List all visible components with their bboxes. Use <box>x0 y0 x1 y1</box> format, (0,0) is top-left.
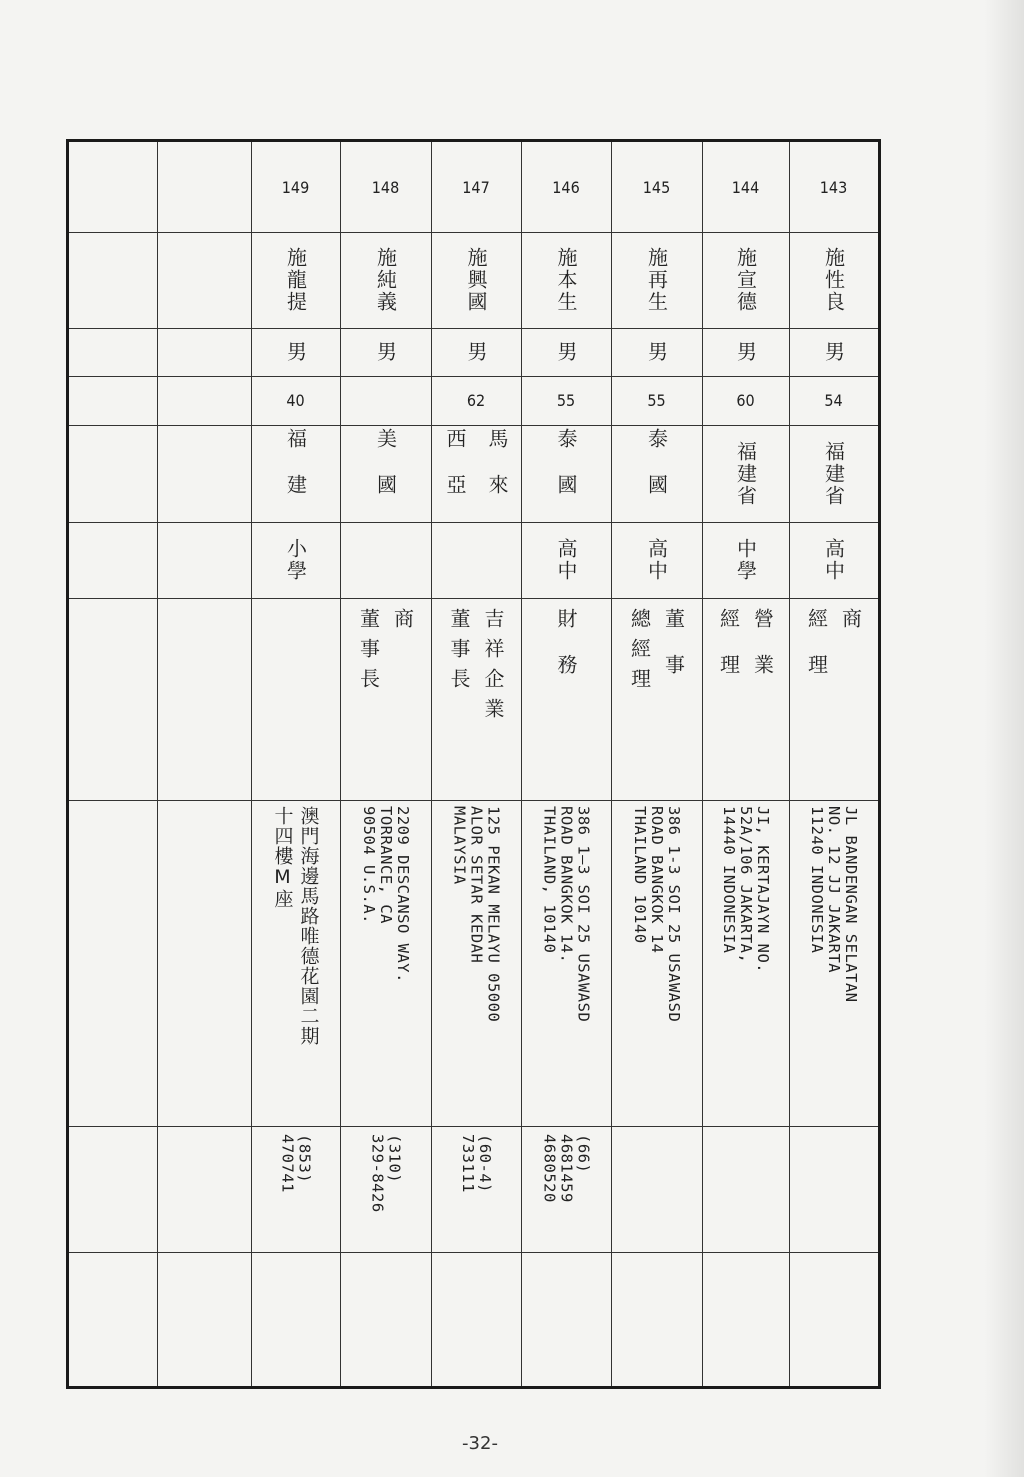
phone-cell <box>431 1126 521 1252</box>
origin-cell <box>340 425 431 522</box>
occupation-cell <box>431 598 521 800</box>
member-name: 施再生 <box>644 247 669 313</box>
address-line: 2209 DESCANSO WAY. <box>394 806 412 983</box>
name-cell <box>521 232 611 328</box>
record-number: 143 <box>819 177 848 197</box>
address-text <box>808 806 859 1003</box>
age-cell <box>611 376 702 425</box>
record-number: 149 <box>281 177 310 197</box>
occupation-cell <box>251 598 340 800</box>
gender: 男 <box>283 341 308 363</box>
address-text <box>360 806 411 983</box>
address-line: 386 1-3 SOI 25 USAWASD <box>665 806 683 1023</box>
address-line: NO. 12 JJ JAKARTA <box>825 806 843 974</box>
origin-text: 福建省 <box>733 440 758 507</box>
address-line: 澳門海邊馬路唯德花園二期 <box>297 806 320 1046</box>
address-cell <box>789 800 878 1126</box>
education: 高中 <box>821 538 846 582</box>
record-number: 145 <box>642 177 671 197</box>
address-line: 90504 U.S.A. <box>360 806 378 924</box>
record-number-cell <box>702 142 789 232</box>
name-cell <box>431 232 521 328</box>
address-line: JL BANDENGAN SELATAN <box>842 806 860 1003</box>
gender-cell <box>521 328 611 376</box>
member-name: 施性良 <box>821 247 846 313</box>
gender-cell <box>251 328 340 376</box>
address-line: JI, KERTAJAYN NO. <box>754 806 772 974</box>
occupation-text: 商 <box>838 608 863 638</box>
name-cell <box>702 232 789 328</box>
occupation-cell <box>340 598 431 800</box>
gender: 男 <box>464 341 488 363</box>
education-cell <box>340 522 431 598</box>
phone-line: 329-8426 <box>368 1134 387 1213</box>
phone-cell <box>702 1126 789 1252</box>
gender-cell <box>702 328 789 376</box>
education-cell <box>431 522 521 598</box>
phone-line: 4680520 <box>540 1134 559 1203</box>
address-line: 11240 INDONESIA <box>808 806 826 954</box>
age: 55 <box>647 391 666 410</box>
origin-cell <box>431 425 521 522</box>
age-cell <box>702 376 789 425</box>
education-cell <box>611 522 702 598</box>
address-text <box>720 806 771 973</box>
gender: 男 <box>644 341 669 363</box>
age: 55 <box>556 391 576 410</box>
origin-text: 泰國 <box>644 427 669 520</box>
name-cell <box>251 232 340 328</box>
address-line: 十四樓M座 <box>271 806 294 909</box>
phone-text <box>459 1134 493 1193</box>
address-text <box>541 806 592 1022</box>
occupation-text: 經理 <box>716 608 741 700</box>
address-cell <box>431 800 521 1126</box>
age-cell <box>521 376 611 425</box>
page-edge-shadow <box>984 0 1024 1477</box>
phone-cell <box>789 1126 878 1252</box>
origin-text: 馬來 <box>485 427 509 520</box>
education-cell <box>789 522 878 598</box>
origin-text: 西亞 <box>443 427 467 520</box>
age-cell <box>251 376 340 425</box>
record-number: 146 <box>552 177 580 197</box>
gender: 男 <box>554 341 578 363</box>
age: 54 <box>824 391 843 410</box>
occupation-text: 吉祥企業 <box>481 608 505 728</box>
address-cell <box>702 800 789 1126</box>
education-cell <box>521 522 611 598</box>
occupation-text: 經理 <box>804 608 829 700</box>
member-name: 施興國 <box>464 247 488 313</box>
occupation-cell <box>789 598 878 800</box>
record-number: 144 <box>731 177 760 197</box>
address-cell <box>611 800 702 1126</box>
record-number-cell <box>611 142 702 232</box>
origin-text: 泰國 <box>554 427 578 520</box>
education: 高中 <box>644 538 669 582</box>
name-cell <box>340 232 431 328</box>
address-line: 386 1—3 SOI 25 USAWASD <box>574 806 593 1023</box>
address-line: ROAD BANGKOK 14. <box>557 806 576 964</box>
address-text <box>451 806 502 1022</box>
origin-cell <box>251 425 340 522</box>
phone-line: 470741 <box>278 1134 297 1193</box>
phone-cell <box>611 1126 702 1252</box>
education-cell <box>251 522 340 598</box>
address-line: ALOR SETAR KEDAH <box>467 806 486 964</box>
address-line: MALAYSIA <box>450 806 469 885</box>
address-line: 52A/106 JAKARTA, <box>737 806 755 964</box>
address-line: 125 PEKAN MELAYU 05000 <box>484 806 503 1023</box>
record-number-cell <box>521 142 611 232</box>
origin-text: 福建省 <box>821 440 846 507</box>
education-cell <box>702 522 789 598</box>
record-number-cell <box>431 142 521 232</box>
occupation-cell <box>611 598 702 800</box>
occupation-text: 董事長 <box>447 608 471 698</box>
address-text <box>270 806 322 1046</box>
occupation-text: 董事 <box>661 608 686 700</box>
gender-cell <box>789 328 878 376</box>
occupation-text: 營業 <box>750 608 775 700</box>
name-cell <box>611 232 702 328</box>
origin-cell <box>789 425 878 522</box>
age: 62 <box>466 391 486 410</box>
gender: 男 <box>733 341 758 363</box>
occupation-cell <box>521 598 611 800</box>
member-register-table <box>66 139 881 1389</box>
gender-cell <box>431 328 521 376</box>
address-cell <box>340 800 431 1126</box>
phone-line: (66) <box>574 1134 593 1174</box>
occupation-text: 商 <box>390 608 415 638</box>
gender-cell <box>340 328 431 376</box>
origin-cell <box>702 425 789 522</box>
phone-line: (310) <box>385 1134 404 1184</box>
record-number: 148 <box>371 177 400 197</box>
address-line: THAILAND 10140 <box>631 806 649 944</box>
address-line: THAILAND, 10140 <box>540 806 559 954</box>
record-number-cell <box>251 142 340 232</box>
address-line: ROAD BANGKOK 14 <box>648 806 666 954</box>
age-cell <box>431 376 521 425</box>
phone-cell <box>340 1126 431 1252</box>
record-number-cell <box>340 142 431 232</box>
origin-cell <box>521 425 611 522</box>
age-cell <box>340 376 431 425</box>
gender-cell <box>611 328 702 376</box>
address-cell <box>251 800 340 1126</box>
age: 60 <box>736 391 755 410</box>
phone-line: 4681459 <box>557 1134 576 1203</box>
phone-text <box>279 1134 313 1193</box>
phone-cell <box>521 1126 611 1252</box>
phone-text <box>369 1134 403 1213</box>
gender: 男 <box>821 341 846 363</box>
education: 中學 <box>733 538 758 582</box>
phone-line: (60-4) <box>476 1134 494 1193</box>
occupation-text: 財務 <box>554 608 578 700</box>
origin-text: 福建 <box>283 427 308 520</box>
gender: 男 <box>373 341 398 363</box>
occupation-text: 總經理 <box>627 608 652 698</box>
address-text <box>631 806 682 1022</box>
origin-text: 美國 <box>373 427 398 520</box>
education: 小學 <box>283 538 308 582</box>
member-name: 施本生 <box>554 247 578 313</box>
age: 40 <box>286 391 305 410</box>
member-name: 施龍提 <box>283 247 308 313</box>
phone-line: 733111 <box>459 1134 477 1193</box>
age-cell <box>789 376 878 425</box>
page-number: -32- <box>462 1433 498 1454</box>
member-name: 施純義 <box>373 247 398 313</box>
occupation-text: 董事長 <box>356 608 381 698</box>
row-rule <box>69 1252 878 1253</box>
phone-cell <box>251 1126 340 1252</box>
address-cell <box>521 800 611 1126</box>
member-name: 施宣德 <box>733 247 758 313</box>
address-line: 14440 INDONESIA <box>720 806 738 954</box>
phone-line: (853) <box>295 1134 314 1184</box>
education: 高中 <box>554 538 578 582</box>
record-number-cell <box>789 142 878 232</box>
origin-cell <box>611 425 702 522</box>
address-line: TORRANCE, CA <box>377 806 395 924</box>
phone-text <box>541 1134 592 1203</box>
name-cell <box>789 232 878 328</box>
occupation-cell <box>702 598 789 800</box>
record-number: 147 <box>462 177 490 197</box>
